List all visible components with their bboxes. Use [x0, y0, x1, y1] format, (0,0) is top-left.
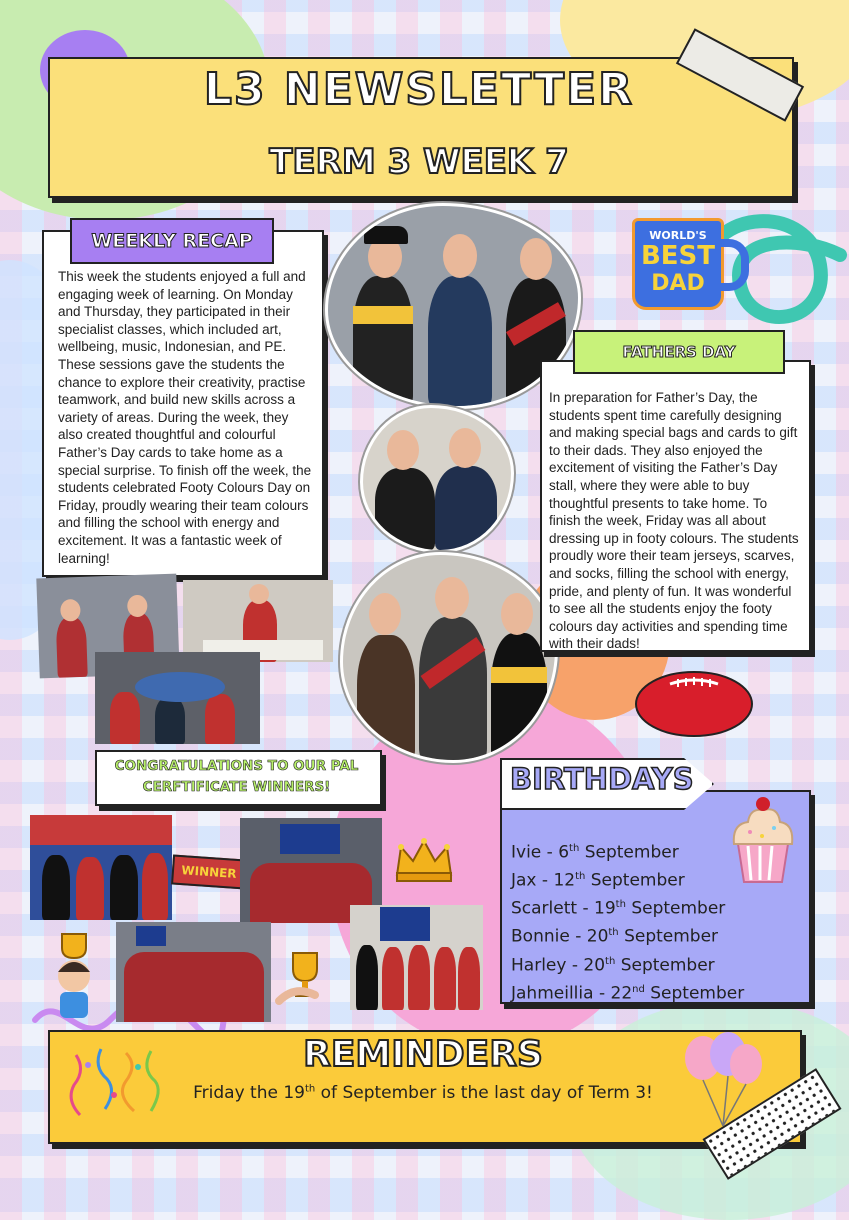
birthdays-list	[511, 837, 801, 1006]
child-trophy-icon	[42, 930, 106, 1020]
weekly-recap-text: This week the students enjoyed a full and engaging week of learning. On Monday and Thursday, they participated in their specialist classes, which included art, wellbeing, music, Indonesian, and PE. These sessions gave the students the chance to explore their creativity, practise teamwork, and build new skills across a variety of areas. During the week, they also created thoughtful and colourful Father’s Day cards to take home as a special surprise. To finish off the week, the students celebrated Footy Colours Day on Friday, proudly wearing their team colours and filling the school with energy and excitement. It was a fantastic week of learning!	[58, 269, 312, 566]
page-title: L3 NEWSLETTER	[203, 64, 635, 115]
photo-recap-3	[95, 652, 260, 744]
photo-pal-1	[30, 815, 172, 920]
photo-two-girls	[360, 405, 514, 553]
page-subtitle: TERM 3 WEEK 7	[269, 142, 569, 182]
football-icon	[632, 668, 756, 740]
photo-pal-3	[116, 922, 271, 1022]
mug-icon: WORLD'S BEST DAD	[632, 218, 724, 310]
pal-heading-line2: CERFTIFICATE WINNERS!	[142, 779, 331, 795]
reminders-text: Friday the 19th of September is the last day of Term 3!	[193, 1083, 653, 1103]
birthday-entry: Bonnie - 20th September	[511, 927, 719, 948]
crown-icon	[393, 835, 455, 885]
photo-pal-4	[350, 905, 483, 1010]
birthday-entry: Scarlett - 19th September	[511, 898, 726, 919]
fathers-day-text: In preparation for Father’s Day, the students spent time carefully designing and making special bags and cards to gift to their dads. They also enjoyed the excitement of visiting the Father’s Day stall, where they were able to buy thoughtful presents to take home. To finish the week, Friday was all about dressing up in footy colours. The students proudly wore their team jerseys, scarves, and socks, filling the school with energy, pride, and plenty of fun. It was wonderful to see all the students enjoy the footy colours day activities and spending time with their dads!	[549, 390, 799, 652]
birthday-entry: Ivie - 6th September	[511, 842, 679, 863]
birthdays-heading: BIRTHDAYS	[510, 762, 694, 796]
birthday-entry: Jax - 12th September	[511, 870, 685, 891]
photo-three-boys-footy	[340, 552, 558, 763]
birthday-entry: Harley - 20th September	[511, 955, 715, 976]
reminders-heading: REMINDERS	[303, 1034, 543, 1075]
confetti-icon	[66, 1045, 166, 1125]
trophy-icon	[275, 945, 335, 1005]
birthday-entry: Jahmeillia - 22nd September	[511, 983, 745, 1004]
pal-heading-line1: CONGRATULATIONS TO OUR PAL	[114, 758, 359, 774]
photo-recap-2	[183, 580, 333, 662]
winner-banner: WINNER	[171, 854, 247, 889]
fathers-day-heading: FATHERS DAY	[573, 330, 785, 374]
weekly-recap-heading: WEEKLY RECAP	[70, 218, 274, 264]
